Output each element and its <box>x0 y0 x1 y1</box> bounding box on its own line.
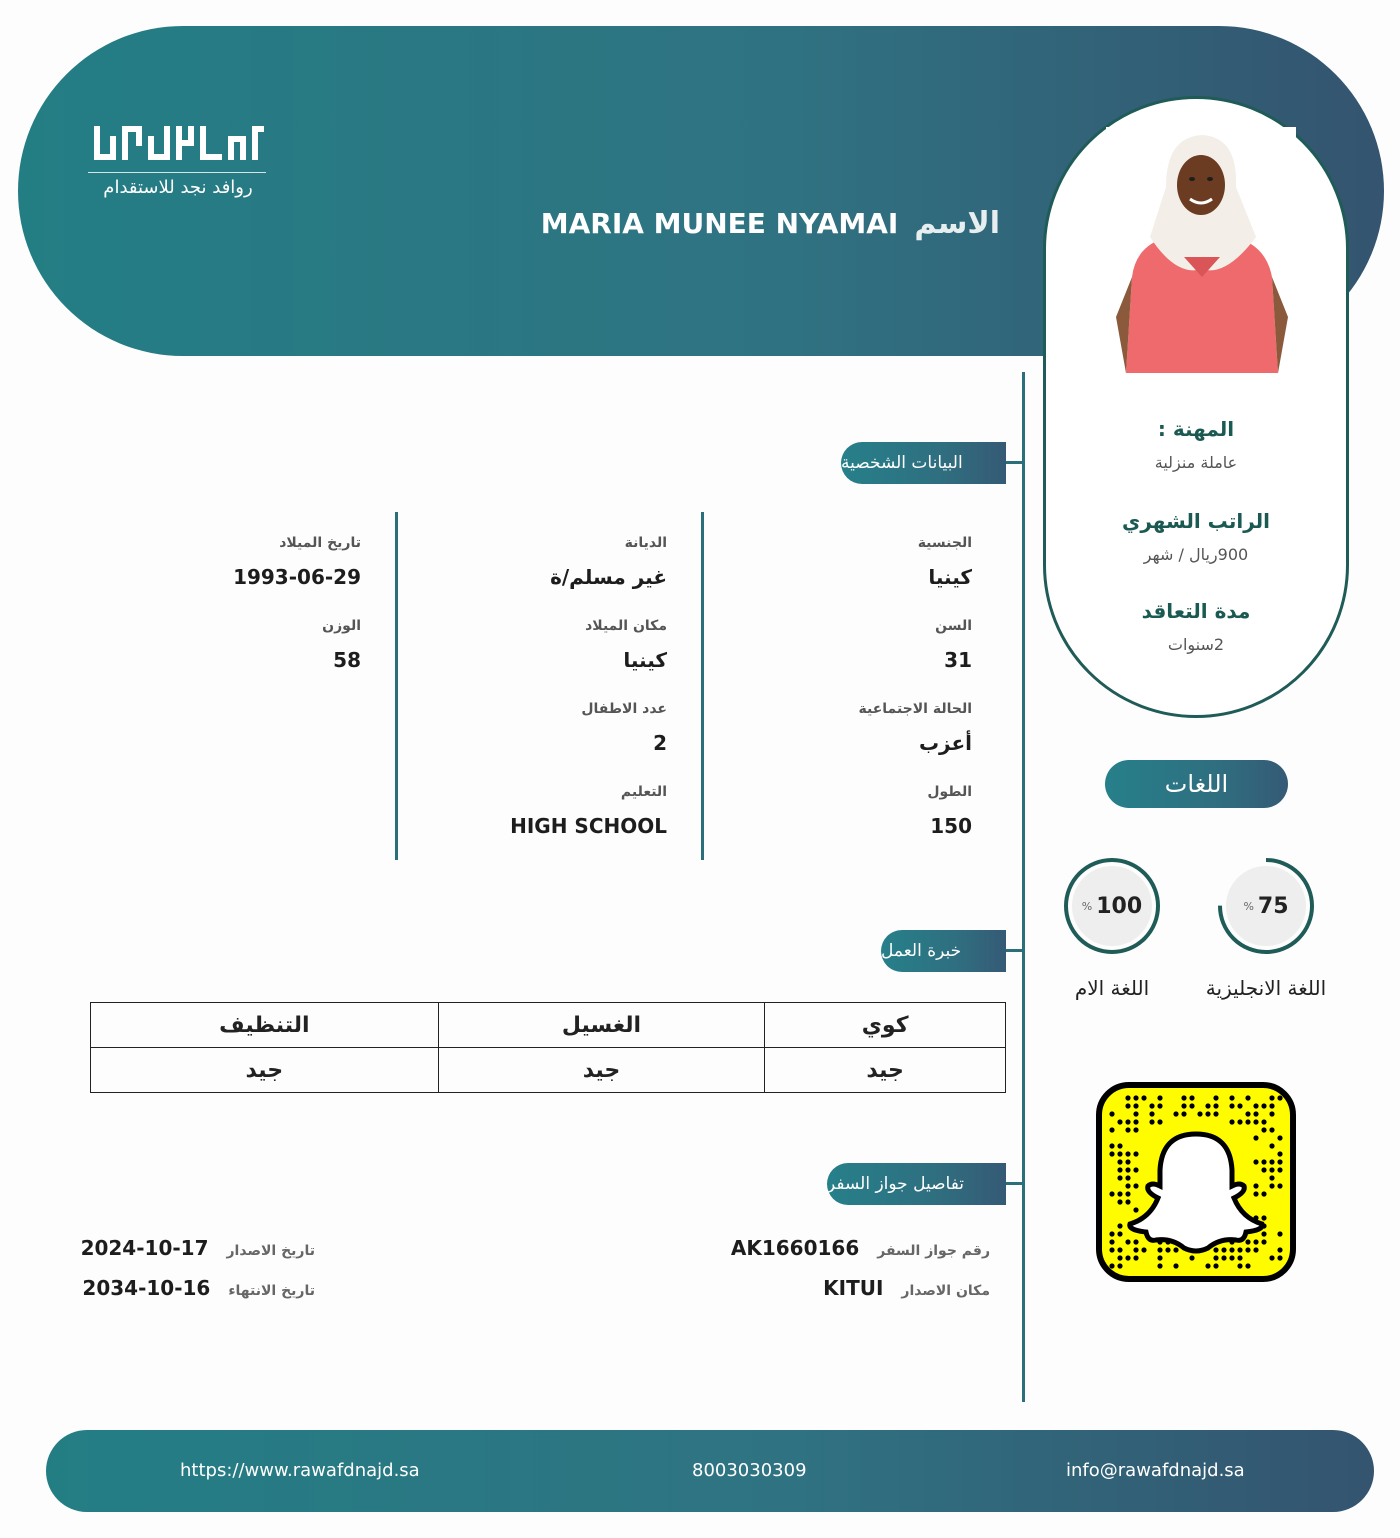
skill-level: جيد <box>765 1048 1006 1093</box>
salary-value: 900ريال / شهر <box>1143 545 1249 564</box>
language-ring-native <box>1062 856 1162 956</box>
experience-section-pill <box>881 930 1006 972</box>
education-label: التعليم <box>620 784 667 800</box>
skills-header-row <box>91 1003 1006 1048</box>
passport-number-label: رقم جواز السفر <box>877 1243 990 1259</box>
skill-header: الغسيل <box>438 1003 765 1048</box>
age-value: 31 <box>944 648 972 672</box>
weight-label: الوزن <box>322 618 361 634</box>
logo-text: روافد نجد للاستقدام <box>103 177 253 198</box>
dob-value: 1993-06-29 <box>233 565 361 589</box>
skill-level: جيد <box>91 1048 439 1093</box>
marital-label: الحالة الاجتماعية <box>858 701 972 717</box>
field-children <box>581 701 667 755</box>
profession-label: المهنة : <box>1157 417 1235 441</box>
nationality-value: كينيا <box>928 565 972 589</box>
snapcode-icon[interactable] <box>1096 1082 1296 1282</box>
field-religion <box>550 535 667 589</box>
skill-level: جيد <box>438 1048 765 1093</box>
profile-card <box>1043 96 1349 718</box>
name-value: MARIA MUNEE NYAMAI <box>540 207 899 240</box>
nationality-label: الجنسية <box>917 535 972 551</box>
height-value: 150 <box>930 814 972 838</box>
language-percent: 100 <box>1096 893 1143 919</box>
personal-section-pill <box>841 442 1006 484</box>
passport-issue-label: تاريخ الاصدار <box>226 1243 315 1259</box>
religion-value: غير مسلم/ة <box>550 565 667 589</box>
passport-number-row <box>731 1236 990 1260</box>
personal-section-title: البيانات الشخصية <box>841 453 963 473</box>
height-label: الطول <box>927 784 972 800</box>
education-value: HIGH SCHOOL <box>510 814 667 838</box>
website-link[interactable]: https://www.rawafdnajd.sa <box>180 1460 420 1481</box>
passport-issue-row <box>81 1236 315 1260</box>
passport-pill-connector <box>1006 1182 1023 1185</box>
percent-sign: % <box>1243 899 1254 913</box>
language-name-native: اللغة الام <box>1074 976 1150 1000</box>
footer-bar <box>46 1430 1374 1512</box>
percent-sign: % <box>1081 899 1093 913</box>
salary-block <box>1046 509 1346 564</box>
profession-block <box>1046 417 1346 472</box>
passport-section-pill <box>827 1163 1006 1205</box>
name-label: الاسم <box>914 206 1000 241</box>
column-divider-left <box>395 512 398 860</box>
passport-expiry-row <box>82 1276 315 1300</box>
language-name-english: اللغة الانجليزية <box>1205 976 1327 1000</box>
skill-header: كوي <box>765 1003 1006 1048</box>
field-birthplace <box>585 618 667 672</box>
personal-pill-connector <box>1006 461 1023 464</box>
email-link[interactable]: info@rawafdnajd.sa <box>1066 1460 1245 1481</box>
birthplace-value: كينيا <box>623 648 667 672</box>
field-height <box>927 784 972 838</box>
field-age <box>935 618 972 672</box>
field-weight <box>322 618 361 672</box>
worker-photo <box>1106 127 1296 373</box>
section-divider-line <box>1022 372 1025 1402</box>
passport-section-title: تفاصيل جواز السفر <box>827 1174 965 1194</box>
passport-place-value: KITUI <box>823 1276 884 1300</box>
phone-link[interactable]: 8003030309 <box>692 1460 807 1481</box>
age-label: السن <box>935 618 972 634</box>
languages-title: اللغات <box>1164 770 1229 798</box>
language-percent: 75 <box>1257 893 1289 919</box>
passport-issue-value: 2024-10-17 <box>80 1236 209 1260</box>
language-ring-english <box>1216 856 1316 956</box>
children-label: عدد الاطفال <box>581 701 667 717</box>
contract-value: 2سنوات <box>1167 635 1225 654</box>
marital-value: أعزب <box>918 731 972 755</box>
logo-mark-icon <box>90 122 266 166</box>
passport-place-label: مكان الاصدار <box>901 1283 990 1299</box>
birthplace-label: مكان الميلاد <box>585 618 667 634</box>
skills-table <box>90 1002 1006 1093</box>
religion-label: الديانة <box>624 535 667 551</box>
passport-place-row <box>823 1276 990 1300</box>
profession-value: عاملة منزلية <box>1154 453 1238 472</box>
passport-number-value: AK1660166 <box>730 1236 860 1260</box>
languages-pill <box>1105 760 1288 808</box>
skill-header: التنظيف <box>91 1003 439 1048</box>
passport-expiry-value: 2034-10-16 <box>82 1276 211 1300</box>
field-education <box>510 784 667 838</box>
dob-label: تاريخ الميلاد <box>279 535 361 551</box>
field-date-of-birth <box>233 535 361 589</box>
passport-expiry-label: تاريخ الانتهاء <box>228 1283 315 1299</box>
experience-pill-connector <box>1006 949 1023 952</box>
field-nationality <box>918 535 972 589</box>
name-row <box>541 206 1000 241</box>
logo-divider <box>88 172 266 173</box>
weight-value: 58 <box>333 648 361 672</box>
contract-label: مدة التعاقد <box>1141 599 1251 623</box>
field-marital-status <box>859 701 972 755</box>
contract-block <box>1046 599 1346 654</box>
company-logo <box>88 122 268 198</box>
children-value: 2 <box>653 731 667 755</box>
salary-label: الراتب الشهري <box>1122 509 1270 533</box>
column-divider-right <box>701 512 704 860</box>
skills-level-row <box>91 1048 1006 1093</box>
experience-section-title: خبرة العمل <box>881 941 962 961</box>
